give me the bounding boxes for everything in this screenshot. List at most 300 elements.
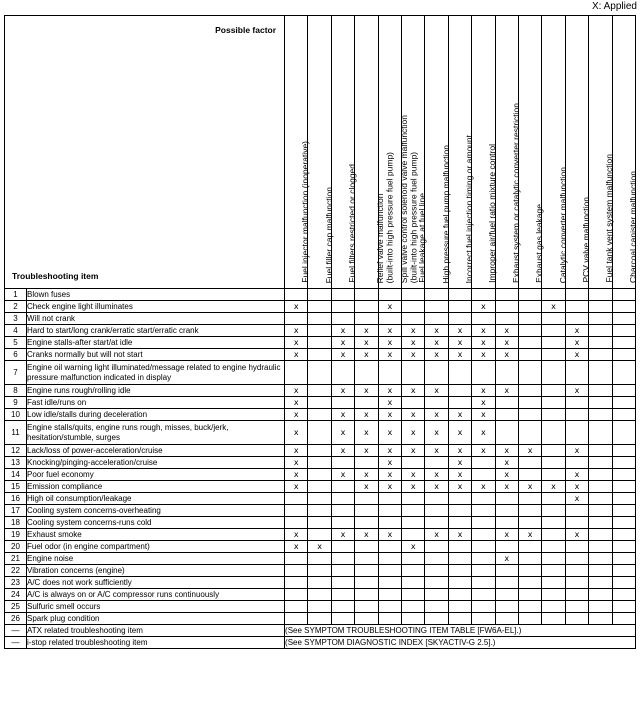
empty-cell	[565, 541, 588, 553]
empty-cell	[378, 613, 401, 625]
empty-cell	[612, 301, 635, 313]
empty-cell	[425, 505, 448, 517]
row-number: 5	[5, 337, 27, 349]
empty-cell	[308, 529, 331, 541]
table-row	[5, 289, 636, 301]
empty-cell	[612, 337, 635, 349]
table-row	[5, 409, 636, 421]
empty-cell	[589, 409, 612, 421]
factor-label: Fuel leakage at fuel line	[417, 193, 428, 283]
empty-cell	[495, 289, 518, 301]
empty-cell	[448, 361, 471, 385]
applied-mark: x	[472, 349, 495, 361]
empty-cell	[542, 505, 565, 517]
applied-mark: x	[472, 301, 495, 313]
troubleshooting-item: Cooling system concerns-runs cold	[27, 517, 285, 529]
applied-mark: x	[448, 445, 471, 457]
troubleshooting-item-label: Troubleshooting item	[12, 271, 99, 281]
applied-mark: x	[495, 325, 518, 337]
empty-cell	[308, 445, 331, 457]
row-number: 17	[5, 505, 27, 517]
empty-cell	[589, 337, 612, 349]
applied-mark: x	[565, 529, 588, 541]
empty-cell	[285, 517, 308, 529]
applied-mark: x	[308, 541, 331, 553]
empty-cell	[542, 349, 565, 361]
empty-cell	[331, 565, 354, 577]
factor-label: Exhaust gas leakage	[534, 204, 545, 283]
applied-mark: x	[285, 529, 308, 541]
row-number: 11	[5, 421, 27, 445]
empty-cell	[589, 505, 612, 517]
empty-cell	[565, 505, 588, 517]
empty-cell	[565, 577, 588, 589]
applied-mark: x	[355, 481, 378, 493]
applied-mark: x	[402, 325, 425, 337]
applied-mark: x	[565, 385, 588, 397]
applied-mark: x	[542, 481, 565, 493]
applied-mark: x	[378, 481, 401, 493]
empty-cell	[589, 361, 612, 385]
table-row	[5, 565, 636, 577]
factor-label: High pressure fuel pump malfunction	[440, 144, 451, 283]
empty-cell	[402, 553, 425, 565]
empty-cell	[589, 301, 612, 313]
empty-cell	[612, 577, 635, 589]
empty-cell	[518, 469, 541, 481]
row-number: 3	[5, 313, 27, 325]
empty-cell	[495, 613, 518, 625]
empty-cell	[472, 505, 495, 517]
empty-cell	[355, 565, 378, 577]
empty-cell	[542, 553, 565, 565]
empty-cell	[518, 517, 541, 529]
empty-cell	[472, 361, 495, 385]
troubleshooting-item: Poor fuel economy	[27, 469, 285, 481]
table-row	[5, 349, 636, 361]
empty-cell	[355, 553, 378, 565]
empty-cell	[425, 553, 448, 565]
empty-cell	[331, 589, 354, 601]
table-row	[5, 469, 636, 481]
empty-cell	[378, 553, 401, 565]
applied-mark: x	[425, 445, 448, 457]
empty-cell	[542, 601, 565, 613]
empty-cell	[565, 553, 588, 565]
troubleshooting-item: A/C does not work sufficiently	[27, 577, 285, 589]
empty-cell	[589, 289, 612, 301]
troubleshooting-item: Cooling system concerns-overheating	[27, 505, 285, 517]
empty-cell	[378, 601, 401, 613]
applied-mark: x	[495, 349, 518, 361]
empty-cell	[518, 301, 541, 313]
empty-cell	[589, 565, 612, 577]
applied-mark: x	[495, 481, 518, 493]
row-number: 22	[5, 565, 27, 577]
empty-cell	[518, 385, 541, 397]
empty-cell	[425, 361, 448, 385]
row-number: 26	[5, 613, 27, 625]
troubleshooting-item: Engine runs rough/rolling idle	[27, 385, 285, 397]
applied-mark: x	[425, 409, 448, 421]
empty-cell	[472, 289, 495, 301]
applied-mark: x	[495, 337, 518, 349]
empty-cell	[565, 397, 588, 409]
applied-mark: x	[425, 385, 448, 397]
empty-cell	[425, 577, 448, 589]
empty-cell	[448, 589, 471, 601]
applied-mark: x	[542, 301, 565, 313]
empty-cell	[355, 601, 378, 613]
empty-cell	[565, 601, 588, 613]
empty-cell	[542, 337, 565, 349]
row-number: —	[5, 637, 27, 649]
empty-cell	[589, 445, 612, 457]
empty-cell	[472, 529, 495, 541]
empty-cell	[542, 565, 565, 577]
troubleshooting-item: Low idle/stalls during deceleration	[27, 409, 285, 421]
empty-cell	[402, 505, 425, 517]
empty-cell	[402, 301, 425, 313]
troubleshooting-item: Engine stalls/quits, engine runs rough, misses, buck/jerk, hesitation/stumble, surges	[27, 421, 285, 445]
row-number: 23	[5, 577, 27, 589]
empty-cell	[308, 289, 331, 301]
empty-cell	[448, 553, 471, 565]
applied-mark: x	[355, 421, 378, 445]
empty-cell	[589, 613, 612, 625]
applied-mark: x	[402, 385, 425, 397]
applied-mark: x	[425, 421, 448, 445]
factor-column-header	[495, 16, 521, 289]
empty-cell	[308, 349, 331, 361]
applied-mark: x	[495, 385, 518, 397]
empty-cell	[612, 445, 635, 457]
applied-mark: x	[355, 337, 378, 349]
empty-cell	[331, 577, 354, 589]
empty-cell	[472, 577, 495, 589]
empty-cell	[542, 289, 565, 301]
empty-cell	[308, 361, 331, 385]
row-number: 24	[5, 589, 27, 601]
empty-cell	[589, 541, 612, 553]
applied-mark: x	[285, 337, 308, 349]
empty-cell	[355, 397, 378, 409]
applied-mark: x	[425, 325, 448, 337]
empty-cell	[448, 517, 471, 529]
table-row	[5, 421, 636, 445]
empty-cell	[612, 493, 635, 505]
factor-column-header	[448, 16, 474, 289]
empty-cell	[355, 361, 378, 385]
table-row	[5, 553, 636, 565]
empty-cell	[589, 457, 612, 469]
empty-cell	[518, 565, 541, 577]
empty-cell	[402, 601, 425, 613]
empty-cell	[472, 589, 495, 601]
empty-cell	[518, 397, 541, 409]
row-number: 7	[5, 361, 27, 385]
empty-cell	[565, 301, 588, 313]
factor-label: Fuel injector malfunction (inoperative)	[300, 141, 311, 283]
empty-cell	[565, 289, 588, 301]
troubleshooting-item: Sulfuric smell occurs	[27, 601, 285, 613]
factor-column-header	[472, 16, 498, 289]
reference-note: (See SYMPTOM DIAGNOSTIC INDEX [SKYACTIV-G 2.5].)	[285, 637, 636, 649]
troubleshooting-item: Fuel odor (in engine compartment)	[27, 541, 285, 553]
applied-mark: x	[495, 553, 518, 565]
empty-cell	[472, 493, 495, 505]
empty-cell	[402, 529, 425, 541]
empty-cell	[495, 313, 518, 325]
empty-cell	[612, 481, 635, 493]
troubleshooting-item: Spark plug condition	[27, 613, 285, 625]
table-row	[5, 397, 636, 409]
applied-mark: x	[472, 337, 495, 349]
empty-cell	[565, 313, 588, 325]
factor-label: Fuel filler cap malfunction	[323, 186, 334, 283]
troubleshooting-item: Will not crank	[27, 313, 285, 325]
empty-cell	[425, 301, 448, 313]
empty-cell	[285, 577, 308, 589]
empty-cell	[589, 553, 612, 565]
applied-mark: x	[472, 397, 495, 409]
empty-cell	[308, 421, 331, 445]
troubleshooting-item: i-stop related troubleshooting item	[27, 637, 285, 649]
empty-cell	[425, 589, 448, 601]
empty-cell	[308, 469, 331, 481]
empty-cell	[542, 409, 565, 421]
applied-mark: x	[565, 469, 588, 481]
empty-cell	[612, 385, 635, 397]
empty-cell	[565, 589, 588, 601]
factor-label: Catalytic converter malfunction	[557, 166, 568, 283]
empty-cell	[612, 421, 635, 445]
empty-cell	[285, 313, 308, 325]
applied-mark: x	[495, 529, 518, 541]
row-number: 6	[5, 349, 27, 361]
applied-mark: x	[448, 481, 471, 493]
empty-cell	[425, 457, 448, 469]
applied-mark: x	[285, 349, 308, 361]
applied-mark: x	[331, 469, 354, 481]
empty-cell	[495, 361, 518, 385]
applied-mark: x	[565, 493, 588, 505]
applied-mark: x	[472, 445, 495, 457]
empty-cell	[495, 301, 518, 313]
empty-cell	[331, 397, 354, 409]
empty-cell	[472, 517, 495, 529]
row-number: 15	[5, 481, 27, 493]
applied-mark: x	[285, 421, 308, 445]
empty-cell	[472, 565, 495, 577]
applied-mark: x	[378, 469, 401, 481]
factor-column-header	[612, 16, 638, 289]
empty-cell	[612, 601, 635, 613]
applied-mark: x	[448, 409, 471, 421]
applied-mark: x	[448, 337, 471, 349]
applied-mark: x	[331, 385, 354, 397]
factor-label: Fuel tank vent system malfunction	[604, 154, 615, 283]
empty-cell	[308, 493, 331, 505]
troubleshooting-item: Engine noise	[27, 553, 285, 565]
empty-cell	[542, 457, 565, 469]
empty-cell	[355, 541, 378, 553]
table-row	[5, 361, 636, 385]
empty-cell	[542, 577, 565, 589]
applied-mark: x	[378, 337, 401, 349]
empty-cell	[472, 553, 495, 565]
empty-cell	[542, 445, 565, 457]
empty-cell	[402, 517, 425, 529]
empty-cell	[518, 553, 541, 565]
row-number: 25	[5, 601, 27, 613]
factor-column-header	[398, 16, 428, 289]
troubleshooting-item: Cranks normally but will not start	[27, 349, 285, 361]
applied-mark: x	[331, 349, 354, 361]
empty-cell	[308, 313, 331, 325]
empty-cell	[308, 457, 331, 469]
factor-label: Spill valve control solenoid valve malfunction (built-into high pressure fuel pump)	[398, 114, 419, 283]
factor-column-header	[425, 16, 451, 289]
applied-mark: x	[331, 529, 354, 541]
empty-cell	[612, 565, 635, 577]
empty-cell	[542, 517, 565, 529]
empty-cell	[612, 529, 635, 541]
empty-cell	[308, 577, 331, 589]
table-row	[5, 481, 636, 493]
applied-mark: x	[448, 529, 471, 541]
empty-cell	[308, 385, 331, 397]
empty-cell	[518, 421, 541, 445]
applied-mark: x	[425, 469, 448, 481]
empty-cell	[518, 589, 541, 601]
troubleshooting-item: Hard to start/long crank/erratic start/erratic crank	[27, 325, 285, 337]
empty-cell	[308, 409, 331, 421]
empty-cell	[402, 361, 425, 385]
empty-cell	[589, 397, 612, 409]
factor-label: Incorrect fuel injection timing or amount	[463, 134, 474, 283]
troubleshooting-item: Check engine light illuminates	[27, 301, 285, 313]
empty-cell	[355, 457, 378, 469]
applied-mark: x	[518, 481, 541, 493]
empty-cell	[285, 601, 308, 613]
empty-cell	[425, 289, 448, 301]
row-number: 2	[5, 301, 27, 313]
applied-mark: x	[565, 445, 588, 457]
empty-cell	[425, 313, 448, 325]
empty-cell	[331, 601, 354, 613]
empty-cell	[518, 577, 541, 589]
applied-mark: x	[472, 325, 495, 337]
applied-mark: x	[402, 469, 425, 481]
factor-column-header	[518, 16, 545, 289]
legend-note: X: Applied	[591, 1, 637, 12]
applied-mark: x	[425, 349, 448, 361]
empty-cell	[448, 385, 471, 397]
empty-cell	[565, 361, 588, 385]
empty-cell	[589, 601, 612, 613]
empty-cell	[355, 589, 378, 601]
table-row	[5, 493, 636, 505]
row-number: 20	[5, 541, 27, 553]
empty-cell	[308, 325, 331, 337]
empty-cell	[331, 541, 354, 553]
empty-cell	[425, 493, 448, 505]
factor-label: Charcoal canister malfunction	[627, 171, 638, 283]
empty-cell	[612, 589, 635, 601]
applied-mark: x	[285, 301, 308, 313]
applied-mark: x	[448, 457, 471, 469]
empty-cell	[472, 469, 495, 481]
empty-cell	[331, 553, 354, 565]
factor-column-header	[331, 16, 357, 289]
troubleshooting-item: Engine stalls-after start/at idle	[27, 337, 285, 349]
applied-mark: x	[402, 445, 425, 457]
empty-cell	[378, 517, 401, 529]
empty-cell	[355, 493, 378, 505]
applied-mark: x	[425, 529, 448, 541]
empty-cell	[542, 469, 565, 481]
row-number: 4	[5, 325, 27, 337]
empty-cell	[565, 517, 588, 529]
empty-cell	[518, 493, 541, 505]
row-number: 18	[5, 517, 27, 529]
empty-cell	[518, 505, 541, 517]
applied-mark: x	[355, 349, 378, 361]
empty-cell	[495, 541, 518, 553]
empty-cell	[285, 613, 308, 625]
applied-mark: x	[378, 397, 401, 409]
table-row	[5, 385, 636, 397]
empty-cell	[331, 301, 354, 313]
row-number: —	[5, 625, 27, 637]
empty-cell	[448, 613, 471, 625]
empty-cell	[472, 313, 495, 325]
empty-cell	[308, 337, 331, 349]
applied-mark: x	[285, 385, 308, 397]
applied-mark: x	[378, 385, 401, 397]
applied-mark: x	[425, 481, 448, 493]
empty-cell	[612, 313, 635, 325]
empty-cell	[331, 313, 354, 325]
empty-cell	[495, 505, 518, 517]
empty-cell	[448, 313, 471, 325]
applied-mark: x	[355, 445, 378, 457]
empty-cell	[495, 517, 518, 529]
empty-cell	[378, 565, 401, 577]
applied-mark: x	[402, 349, 425, 361]
row-number: 10	[5, 409, 27, 421]
empty-cell	[495, 493, 518, 505]
empty-cell	[589, 577, 612, 589]
factor-column-header	[542, 16, 568, 289]
empty-cell	[378, 541, 401, 553]
empty-cell	[402, 289, 425, 301]
empty-cell	[542, 529, 565, 541]
empty-cell	[285, 589, 308, 601]
empty-cell	[518, 289, 541, 301]
empty-cell	[448, 577, 471, 589]
empty-cell	[518, 337, 541, 349]
table-row	[5, 445, 636, 457]
empty-cell	[402, 313, 425, 325]
empty-cell	[495, 421, 518, 445]
applied-mark: x	[378, 349, 401, 361]
empty-cell	[472, 541, 495, 553]
applied-mark: x	[285, 541, 308, 553]
empty-cell	[448, 601, 471, 613]
empty-cell	[565, 613, 588, 625]
